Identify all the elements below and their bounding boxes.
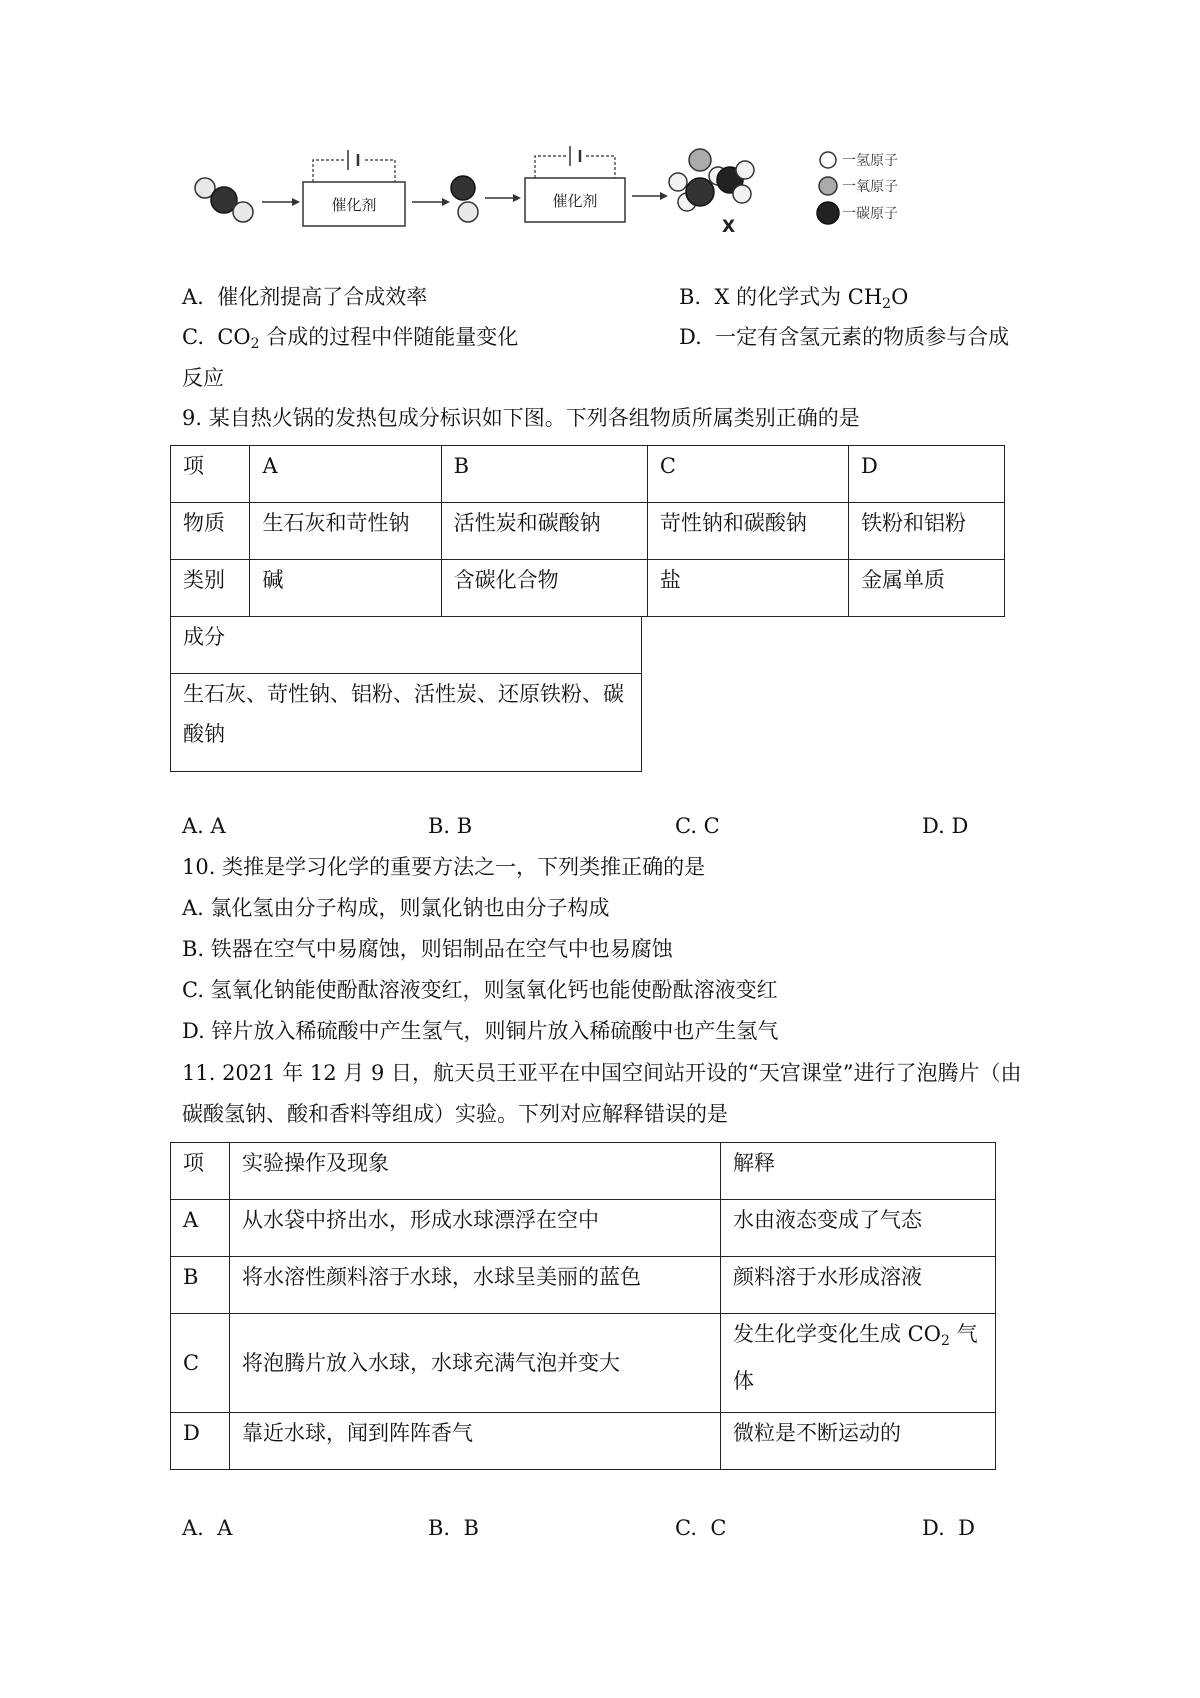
q10-stem: 10. 类推是学习化学的重要方法之一，下列类推正确的是	[182, 855, 706, 879]
q11-stem-line1: 11. 2021 年 12 月 9 日，航天员王亚平在中国空间站开设的“天宫课堂”进行了泡腾片（由	[182, 1061, 1022, 1085]
reaction-diagram	[180, 140, 1020, 260]
q11-stem-line2: 碳酸氢钠、酸和香料等组成）实验。下列对应解释错误的是	[182, 1102, 728, 1126]
q9-answer-a: A. A	[182, 814, 226, 838]
table-row	[171, 674, 642, 772]
q10-option-d: D. 锌片放入稀硫酸中产生氢气，则铜片放入稀硫酸中也产生氢气	[182, 1019, 779, 1043]
legend-carbon: 一碳原子	[842, 206, 898, 222]
q8-option-d: D. 一定有含氢元素的物质参与合成	[679, 325, 1010, 349]
q9-answer-c: C. C	[675, 814, 720, 838]
q10-option-a: A. 氯化氢由分子构成，则氯化钠也由分子构成	[182, 896, 610, 920]
q11-answer-c: C. C	[675, 1516, 727, 1540]
table-row: 类别 碱 含碳化合物 盐 金属单质	[171, 560, 1005, 617]
q9-table	[170, 445, 1005, 617]
x-molecule	[669, 149, 754, 237]
hydrogen-atom-icon	[820, 152, 836, 168]
catalyst-box-2	[525, 146, 625, 222]
q11-table	[170, 1142, 996, 1470]
legend-hydrogen: 一氢原子	[842, 153, 898, 169]
table-row: C 将泡腾片放入水球，水球充满气泡并变大 发生化学变化生成 $CO_2$ 气 体	[171, 1314, 996, 1413]
table-row: 物质 生石灰和苛性钠 活性炭和碳酸钠 苛性钠和碳酸钠 铁粉和铝粉	[171, 503, 1005, 560]
co2-molecule	[195, 178, 253, 222]
table-row: B 将水溶性颜料溶于水球，水球呈美丽的蓝色 颜料溶于水形成溶液	[171, 1257, 996, 1314]
atom-legend	[817, 152, 898, 224]
catalyst-box-1	[303, 150, 405, 226]
oxygen-atom-icon	[819, 177, 837, 195]
q11-answer-a: A. A	[182, 1516, 233, 1540]
q8-option-a: A. 催化剂提高了合成效率	[182, 285, 428, 309]
q10-option-c: C. 氢氧化钠能使酚酞溶液变红，则氢氧化钙也能使酚酞溶液变红	[182, 978, 778, 1002]
q8-option-c: C. $CO_2$ 合成的过程中伴随能量变化	[182, 325, 519, 352]
q11-answer-b: B. B	[428, 1516, 479, 1540]
co-molecule	[451, 176, 478, 222]
table-row: 项 实验操作及现象 解释	[171, 1143, 996, 1200]
q10-option-b: B. 铁器在空气中易腐蚀，则铝制品在空气中也易腐蚀	[182, 937, 673, 961]
q9-ingredients-label	[170, 616, 642, 772]
q11-answer-d: D. D	[922, 1516, 975, 1540]
table-row: D 靠近水球，闻到阵阵香气 微粒是不断运动的	[171, 1413, 996, 1470]
x-label: X	[722, 217, 736, 237]
table-row: 项 A B C D	[171, 446, 1005, 503]
q8-option-d-continuation: 反应	[182, 366, 224, 390]
table-row	[171, 617, 642, 674]
q9-answer-b: B. B	[428, 814, 473, 838]
q9-stem: 9. 某自热火锅的发热包成分标识如下图。下列各组物质所属类别正确的是	[182, 406, 860, 430]
ingredients-list: 生石灰、苛性钠、铝粉、活性炭、还原铁粉、碳 酸钠	[171, 674, 642, 772]
ingredients-title: 成分	[171, 617, 642, 674]
catalyst-label-1: 催化剂	[331, 196, 377, 214]
catalyst-label-2: 催化剂	[552, 192, 598, 210]
q8-option-b: B. X 的化学式为 $CH_2O$	[679, 285, 909, 312]
carbon-atom-icon	[817, 202, 839, 224]
q9-answer-d: D. D	[922, 814, 969, 838]
legend-oxygen: 一氧原子	[842, 179, 898, 195]
table-row: A 从水袋中挤出水，形成水球漂浮在空中 水由液态变成了气态	[171, 1200, 996, 1257]
